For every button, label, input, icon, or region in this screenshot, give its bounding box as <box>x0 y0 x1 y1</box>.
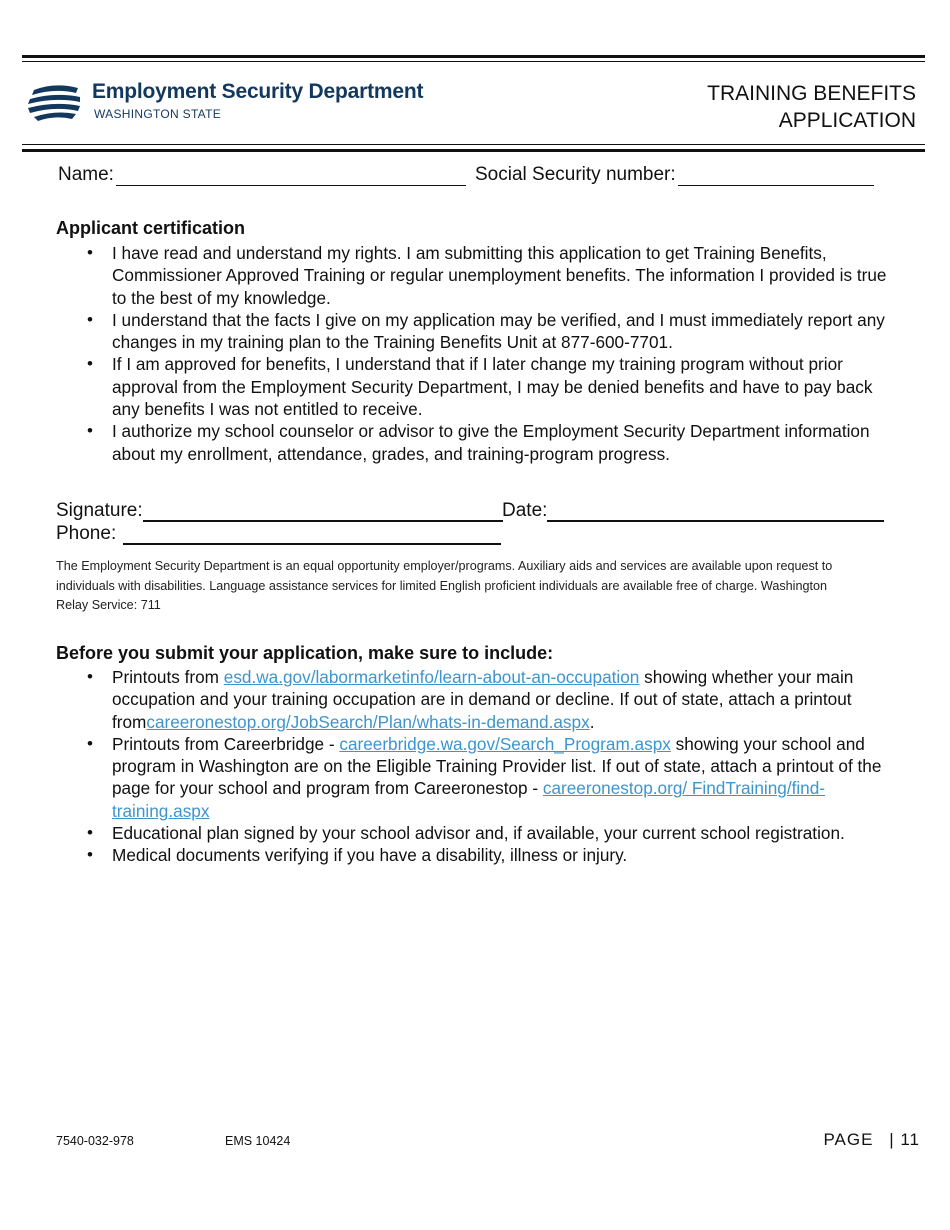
checklist-item <box>112 666 902 733</box>
top-rule-thin <box>22 61 925 62</box>
checklist-text: showing whether your main occupation and your training occupation are in demand or decline. If out of state, attach a printout from <box>112 667 854 732</box>
signature-label: Signature: <box>56 500 143 521</box>
header-rule-thin <box>22 144 925 145</box>
careeronestop-training-link[interactable]: careeronestop.org/ FindTraining/find-training.aspx <box>112 778 826 821</box>
top-rule-thick <box>22 55 925 58</box>
ems-number: EMS 10424 <box>225 1134 291 1148</box>
equal-opportunity-notice: The Employment Security Department is an equal opportunity employer/programs. Auxiliary aids and services are available upon request to individuals with disabilities. Language assistance services for limited English proficient individuals are available free of charge. Washington Relay Service: 711 <box>56 559 833 612</box>
signature-line[interactable] <box>143 502 503 522</box>
certification-item: • I authorize my school counselor or advisor to give the Employment Security Department information about my enrollment, attendance, grades, and training-program progress. <box>112 420 902 465</box>
name-label: Name: <box>58 164 114 185</box>
form-title-line1: TRAINING BENEFITS <box>707 82 916 105</box>
certification-item: • I have read and understand my rights. I am submitting this application to get Training Benefits, Commissioner Approved Training or regular unemployment benefits. The information I provided is true to the best of my knowledge. <box>112 242 902 309</box>
checklist-list <box>112 666 902 867</box>
ssn-label: Social Security number: <box>475 164 676 185</box>
checklist-item: • Medical documents verifying if you have a disability, illness or injury. <box>112 844 902 866</box>
agency-state: WASHINGTON STATE <box>94 107 222 121</box>
agency-logo <box>28 78 448 128</box>
phone-row <box>56 523 501 545</box>
checklist-text: . <box>589 711 595 732</box>
form-title <box>707 80 916 134</box>
ssn-input-line[interactable] <box>678 167 874 186</box>
date-row <box>502 500 884 522</box>
checklist-text: Printouts from <box>112 667 224 687</box>
certification-item: • If I am approved for benefits, I understand that if I later change my training program without prior approval from the Employment Security Department, I may be denied benefits and have to pay back any benefits I was not entitled to receive. <box>112 353 902 420</box>
checklist-text: Printouts from Careerbridge - <box>112 733 340 754</box>
checklist-item <box>112 733 902 822</box>
form-number: 7540-032-978 <box>56 1134 134 1148</box>
certification-title: Applicant certification <box>56 218 246 238</box>
page-indicator <box>823 1130 920 1150</box>
signature-row <box>56 500 503 522</box>
checklist-item: • Educational plan signed by your school advisor and, if available, your current school registration. <box>112 822 902 844</box>
agency-name: Employment Security Department <box>92 80 424 103</box>
phone-label: Phone: <box>56 523 117 544</box>
date-line[interactable] <box>547 502 884 522</box>
phone-line[interactable] <box>123 525 501 545</box>
ssn-field-row <box>475 164 874 186</box>
esd-wave-logo-icon <box>28 82 82 122</box>
esd-occupation-link[interactable]: esd.wa.gov/labormarketinfo/learn-about-an-occupation <box>223 667 640 687</box>
date-label: Date: <box>502 500 548 521</box>
checklist-text: showing your school and program in Washington are on the Eligible Training Provider list. If out of state, attach a printout of the page for your school and program from Careeronestop - <box>112 733 882 799</box>
form-title-line2: APPLICATION <box>778 109 916 132</box>
name-input-line[interactable] <box>116 167 466 186</box>
certification-list <box>112 242 902 465</box>
careeronestop-demand-link[interactable]: careeronestop.org/JobSearch/Plan/whats-in-demand.aspx <box>146 711 590 732</box>
certification-item: • I understand that the facts I give on my application may be verified, and I must immediately report any changes in my training plan to the Training Benefits Unit at 877-600-7701. <box>112 309 902 354</box>
header-rule-thick <box>22 149 925 152</box>
name-field-row <box>58 164 466 186</box>
checklist-title: Before you submit your application, make sure to include: <box>56 643 554 663</box>
careerbridge-link[interactable]: careerbridge.wa.gov/Search_Program.aspx <box>339 733 671 754</box>
page-number: | 11 <box>889 1130 920 1149</box>
page-label: PAGE <box>823 1130 874 1149</box>
